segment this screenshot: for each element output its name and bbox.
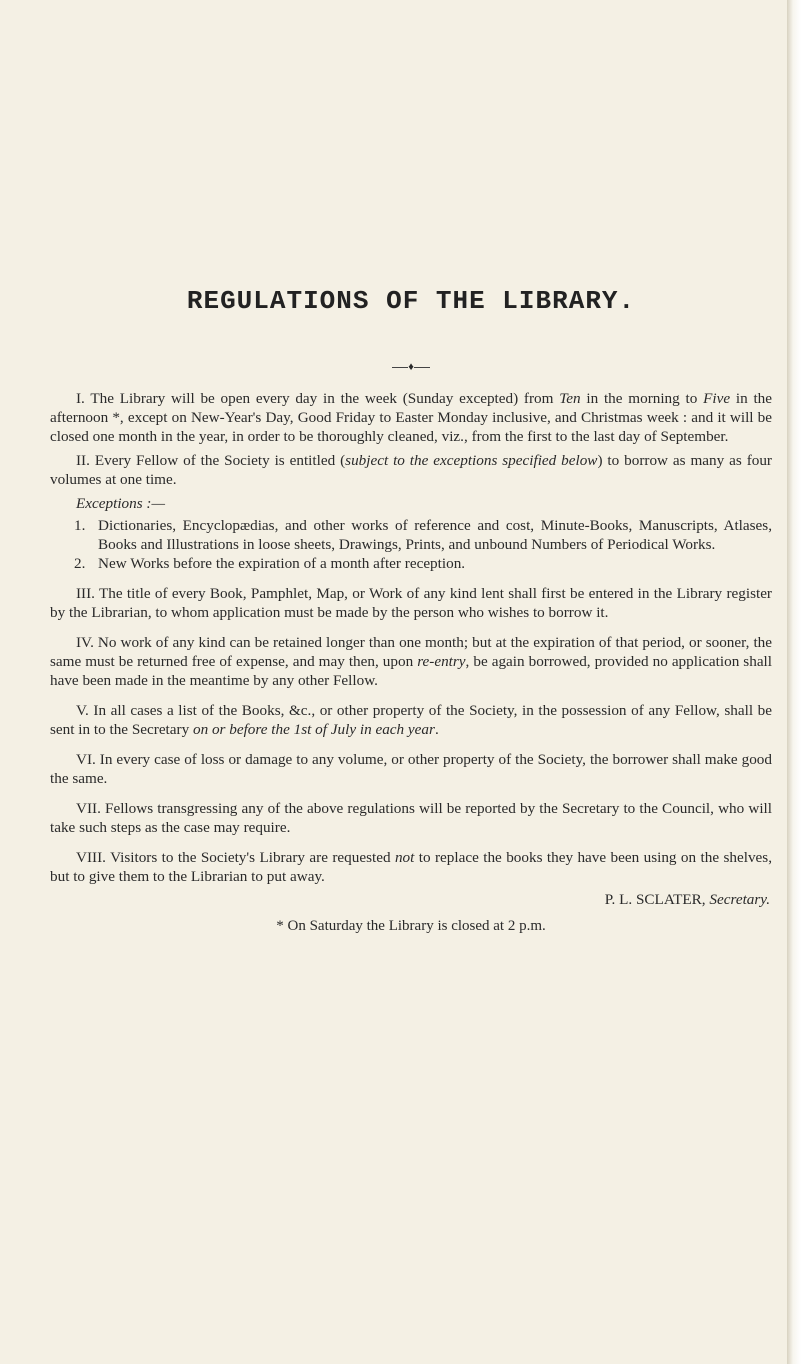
regulation-number: VI. bbox=[76, 751, 96, 768]
regulation-number: III. bbox=[76, 585, 95, 602]
regulation-number: VIII. bbox=[76, 849, 106, 866]
exception-item-2: 2. New Works before the expiration of a month after reception. bbox=[74, 555, 466, 572]
regulations-body bbox=[50, 389, 772, 936]
signature-name: P. L. SCLATER, bbox=[604, 891, 710, 908]
regulation-number: V. bbox=[76, 702, 89, 719]
ornament-rule-left bbox=[392, 367, 408, 368]
signature-role: Secretary. bbox=[709, 891, 770, 908]
regulation-6: VI. In every case of loss or damage to any volume, or other property of the Society, the borrower shall make good the same. bbox=[50, 751, 772, 787]
footnote: * On Saturday the Library is closed at 2 p.m. bbox=[276, 918, 546, 934]
diamond-icon: ♦ bbox=[408, 361, 414, 373]
regulation-4: IV. No work of any kind can be retained longer than one month; but at the expiration of that period, or sooner, the same must be returned free of expense, and may then, upon re-entry, be again borrowed, provided no application shall have been made in the meantime by any other Fellow. bbox=[50, 634, 772, 689]
regulation-number: VII. bbox=[76, 800, 101, 817]
secretary-signature bbox=[50, 890, 772, 909]
regulation-2: II. Every Fellow of the Society is entitled (subject to the exceptions specified below) to borrow as many as four volumes at one time. bbox=[50, 452, 772, 488]
document-page bbox=[50, 0, 772, 1364]
exceptions-heading: Exceptions :— bbox=[76, 495, 165, 512]
exception-item-1: 1. Dictionaries, Encyclopædias, and other works of reference and cost, Minute-Books, Manuscripts, Atlases, Books and Illustrations in loose sheets, Drawings, Prints, and unbound Numbers of Periodical Works. bbox=[74, 517, 772, 553]
regulation-number: I. bbox=[76, 390, 85, 407]
regulation-7: VII. Fellows transgressing any of the above regulations will be reported by the Secretary to the Council, who will take such steps as the case may require. bbox=[50, 800, 772, 836]
regulation-8: VIII. Visitors to the Society's Library are requested not to replace the books they have been using on the shelves, but to give them to the Librarian to put away. bbox=[50, 849, 772, 885]
regulation-3: III. The title of every Book, Pamphlet, Map, or Work of any kind lent shall first be entered in the Library register by the Librarian, to whom application must be made by the person who wishes to borrow it. bbox=[50, 585, 772, 621]
regulation-number: IV. bbox=[76, 634, 94, 651]
title-ornament bbox=[50, 362, 772, 373]
page-title: REGULATIONS OF THE LIBRARY. bbox=[186, 286, 636, 316]
regulation-1: I. The Library will be open every day in the week (Sunday excepted) from Ten in the morning to Five in the afternoon *, except on New-Year's Day, Good Friday to Easter Monday inclusive, and Christmas week : and it will be closed one month in the year, in order to be thoroughly cleaned, viz., from the first to the last day of September. bbox=[50, 390, 772, 445]
ornament-rule-right bbox=[414, 367, 430, 368]
regulation-number: II. bbox=[76, 452, 90, 469]
regulation-5: V. In all cases a list of the Books, &c., or other property of the Society, in the possession of any Fellow, shall be sent in to the Secretary on or before the 1st of July in each year. bbox=[50, 702, 772, 738]
page-edge bbox=[787, 0, 801, 1364]
